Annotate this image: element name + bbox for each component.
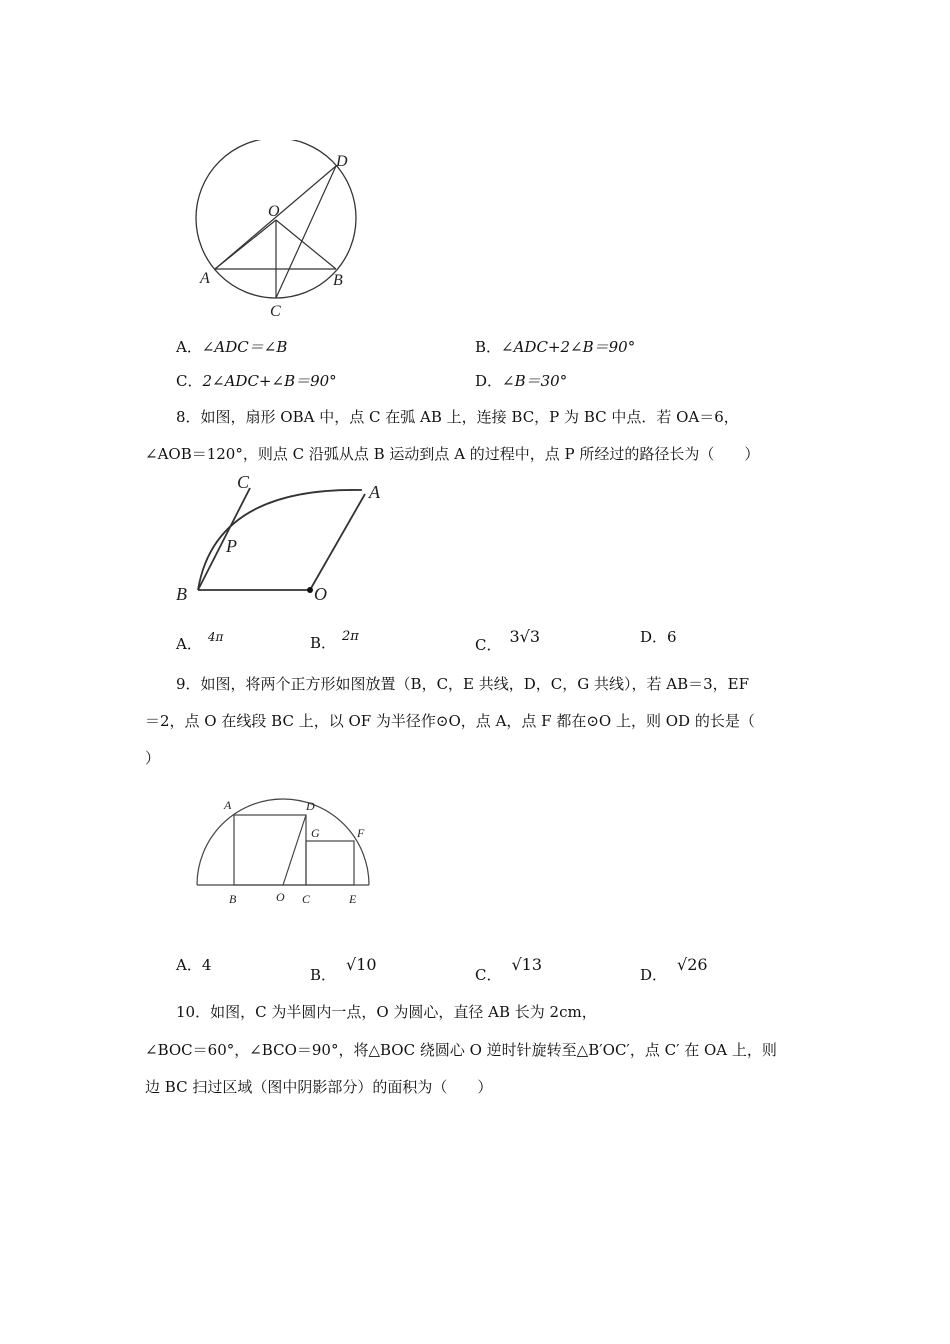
q7-option-a: A．∠ADC＝∠B [176, 338, 288, 356]
q9-semicircle [197, 799, 369, 885]
q8-label-b: B [176, 584, 187, 604]
q9-label-e: E [349, 892, 357, 906]
q9-label-c: C [302, 892, 311, 906]
q7-option-c: C．2∠ADC+∠B＝90° [176, 372, 337, 390]
q7-figure [190, 140, 370, 325]
q9-option-b: B．√10 [310, 955, 377, 984]
q8-option-c: C． 3√3 [475, 627, 541, 654]
q8-label-a: A [369, 482, 380, 502]
q7-label-d: D [336, 153, 348, 170]
q9-stem-line1: 9．如图，将两个正方形如图放置（B，C，E 共线，D，C，G 共线），若 AB＝3，EF [176, 675, 750, 693]
q9-stem-line3: ） [145, 749, 161, 767]
q7-option-d: D．∠B＝30° [475, 372, 568, 390]
q9-segment-od [283, 815, 306, 885]
q10-stem-line3: 边 BC 扫过区域（图中阴影部分）的面积为（ ） [145, 1078, 493, 1096]
q8-stem-line1: 8．如图，扇形 OBA 中，点 C 在弧 AB 上，连接 BC，P 为 BC 中点．若 OA＝6， [176, 408, 739, 426]
q8-label-p: P [226, 536, 237, 556]
q9-label-g: G [311, 826, 320, 840]
q8-label-o: O [314, 584, 327, 604]
q9-option-a: A．4 [176, 956, 212, 974]
q7-label-o: O [268, 203, 280, 220]
q9-label-o: O [276, 890, 285, 904]
q9-label-d: D [306, 799, 315, 813]
q8-option-b: B． 2π [310, 629, 359, 652]
q8-radius-oa [310, 494, 365, 590]
q9-square-abcd [234, 815, 306, 885]
q9-label-b: B [229, 892, 237, 906]
q8-stem-line2: ∠AOB＝120°，则点 C 沿弧从点 B 运动到点 A 的过程中，点 P 所经过的路径长为（ ） [145, 445, 760, 463]
q9-figure [190, 795, 380, 910]
q8-chord-bc [198, 488, 250, 590]
q9-label-f: F [357, 826, 365, 840]
q9-option-c: C．√13 [475, 955, 543, 984]
q9-label-a: A [224, 798, 232, 812]
q9-square-cefg [306, 841, 354, 885]
q8-label-c: C [237, 472, 250, 492]
q10-stem-line2: ∠BOC＝60°，∠BCO＝90°，将△BOC 绕圆心 O 逆时针旋转至△B′OC′，点 C′ 在 OA 上，则 [145, 1041, 777, 1059]
q8-option-d: D．6 [640, 628, 677, 646]
q7-option-b: B．∠ADC+2∠B＝90° [475, 338, 636, 356]
q10-stem-line1: 10．如图，C 为半圆内一点，O 为圆心，直径 AB 长为 2cm， [176, 1003, 597, 1021]
q7-label-a: A [200, 270, 210, 287]
q7-segment-ob [276, 220, 336, 269]
q7-segment-cd [276, 166, 336, 298]
q8-figure [170, 472, 400, 607]
q8-option-a: A． $^{4\pi}$ [176, 630, 224, 653]
q7-label-b: B [333, 272, 343, 289]
q8-point-o [307, 587, 313, 593]
q9-stem-line2: ＝2，点 O 在线段 BC 上，以 OF 为半径作⊙O，点 A，点 F 都在⊙O 上，则 OD 的长是（ [145, 712, 755, 730]
q9-option-d: D．√26 [640, 955, 708, 984]
q7-label-c: C [270, 303, 281, 320]
